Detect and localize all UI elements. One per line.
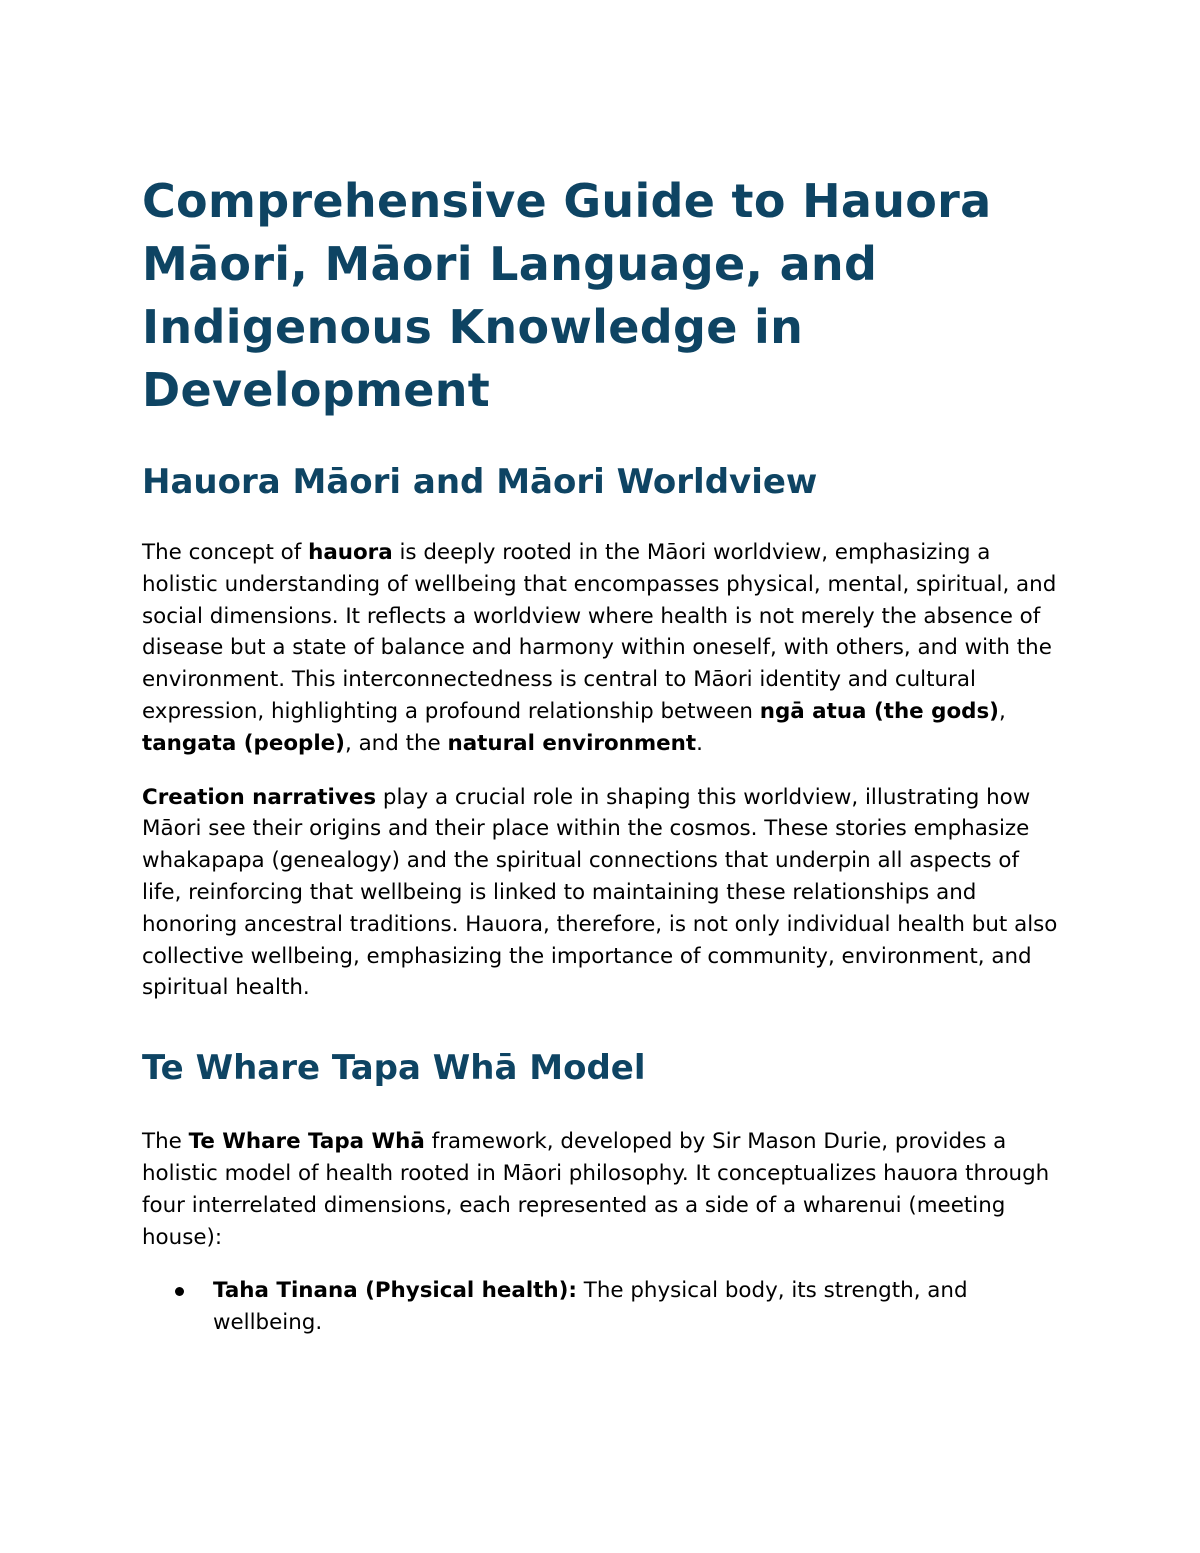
- paragraph-text: .: [696, 730, 703, 756]
- document-page: [142, 170, 1062, 1339]
- paragraph-text: framework, developed by Sir Mason Durie, provides a holistic model of health rooted in Māori philosophy. It conceptualizes hauora through four interrelated dimensions, each represented as a side of a wharenui (meeting house):: [142, 1129, 1050, 1250]
- bold-term-natural-environment: natural environment: [447, 730, 697, 756]
- bold-term-nga-atua: ngā atua (the gods): [759, 698, 999, 724]
- list-item-text: The physical body, its strength, and wellbeing.: [213, 1278, 968, 1336]
- dimensions-list: [142, 1275, 1062, 1339]
- bold-term-hauora: hauora: [308, 540, 393, 565]
- paragraph-creation-narratives: [142, 782, 1062, 1005]
- paragraph-text: ,: [998, 698, 1006, 724]
- paragraph-te-whare-tapa-wha: [142, 1126, 1062, 1253]
- section-heading-te-whare-tapa-wha: Te Whare Tapa Whā Model: [142, 1048, 646, 1089]
- bold-term-creation-narratives: Creation narratives: [142, 784, 377, 810]
- paragraph-text: is deeply rooted in the Māori worldview, emphasizing a holistic understanding of wellbeing that encompasses physical, mental, spiritual, and social dimensions. It reflects a worldview where health is not merely the absence of disease but a state of balance and harmony within oneself, with others, and with the environment. This interconnectedness is central to Māori identity and cultural expression, highlighting a profound relationship between: [142, 540, 1057, 724]
- paragraph-text: The concept of: [142, 540, 309, 565]
- document-title: Comprehensive Guide to Hauora Māori, Māori Language, and Indigenous Knowledge in Development: [142, 174, 992, 417]
- paragraph-hauora-concept: [142, 537, 1062, 760]
- bold-term-te-whare-tapa-wha: Te Whare Tapa Whā: [188, 1129, 425, 1155]
- list-item-term: Taha Tinana (Physical health):: [213, 1278, 577, 1304]
- paragraph-text: play a crucial role in shaping this worldview, illustrating how Māori see their origins and their place within the cosmos. These stories emphasize whakapapa (genealogy) and the spiritual connections that underpin all aspects of life, reinforcing that wellbeing is linked to maintaining these relationships and honoring ancestral traditions. Hauora, therefore, is not only individual health but also collective wellbeing, emphasizing the importance of community, environment, and spiritual health.: [142, 784, 1058, 1001]
- bullet-icon: [175, 1287, 184, 1296]
- paragraph-text: The: [142, 1129, 189, 1155]
- bold-term-tangata: tangata (people): [142, 730, 345, 756]
- list-item: [142, 1275, 1062, 1339]
- paragraph-text: , and the: [344, 730, 448, 756]
- section-heading-hauora-maori: Hauora Māori and Māori Worldview: [142, 462, 818, 502]
